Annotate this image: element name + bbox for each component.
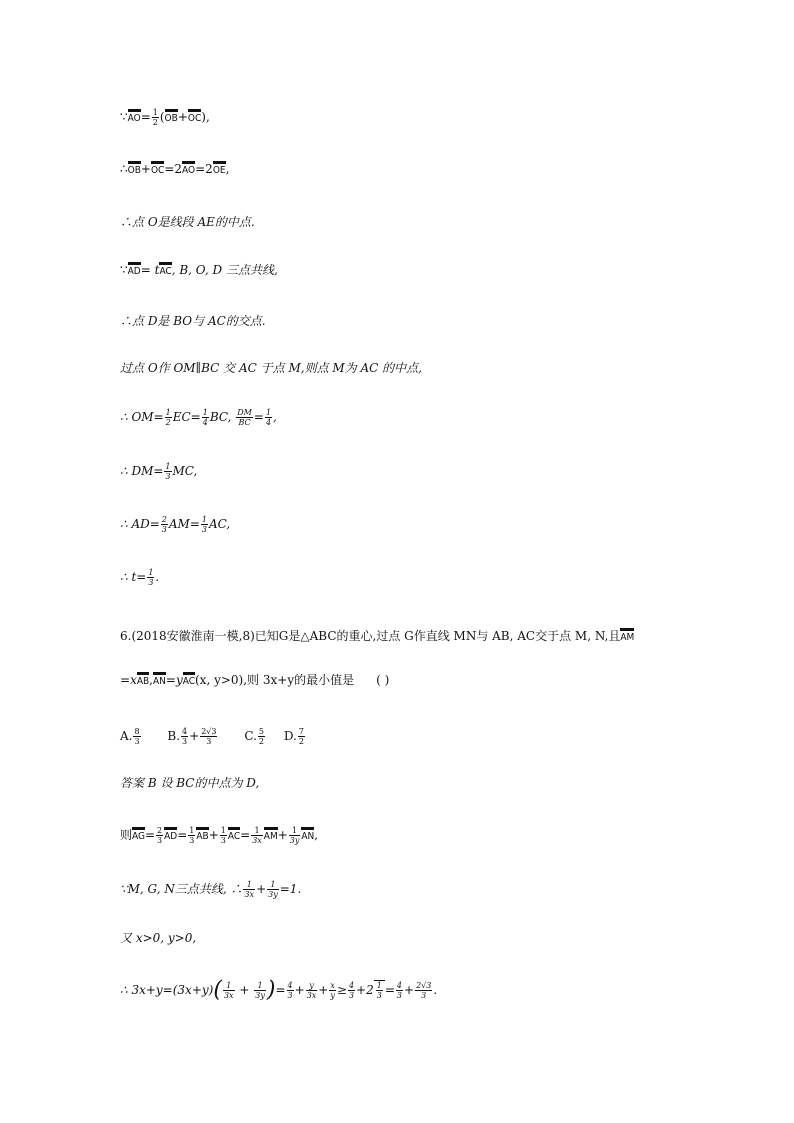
fraction — [376, 981, 383, 1000]
vector-am: AM — [620, 628, 634, 643]
den: 3 — [421, 991, 427, 1000]
fraction — [287, 981, 294, 1000]
period: . — [433, 983, 438, 997]
num: 1 — [220, 826, 226, 835]
var-x: x — [130, 673, 137, 687]
equals: = — [140, 110, 151, 124]
num: 1 — [202, 408, 208, 417]
num: 1 — [165, 462, 171, 471]
den: 2 — [298, 737, 304, 746]
plus: + — [294, 983, 305, 997]
answer-blank: ( ) — [376, 673, 390, 687]
num: 2√3 — [201, 727, 217, 736]
because-symbol: ∵ — [120, 110, 128, 124]
text: +2 — [356, 983, 374, 997]
equals: = — [195, 162, 206, 176]
vector-ob: OB — [165, 109, 178, 124]
equation-line-18 — [120, 977, 438, 1003]
den: BC — [238, 418, 251, 427]
fraction — [161, 515, 168, 534]
den: 3x — [223, 991, 234, 1000]
fraction — [223, 981, 235, 1000]
text: (x, y>0),则 3x+y的最小值是 — [195, 673, 355, 687]
equals: = — [275, 983, 286, 997]
text: EC= — [172, 410, 201, 424]
question-6-line-1 — [120, 628, 634, 644]
num: y — [306, 981, 318, 991]
therefore-symbol: ∴ — [120, 162, 128, 176]
den: 3 — [396, 991, 402, 1000]
den: 3 — [165, 472, 171, 481]
text-line-5: ∴点 D是 BO与 AC的交点. — [120, 314, 266, 328]
text: AC, — [209, 517, 231, 531]
answer-options — [120, 727, 306, 746]
equals: = — [384, 983, 395, 997]
num: 4 — [287, 981, 293, 990]
option-a-label: A. — [120, 729, 133, 743]
fraction — [220, 826, 227, 845]
num: DM — [237, 408, 252, 417]
equals: = — [240, 828, 251, 842]
option-c-label: C. — [244, 729, 257, 743]
den: 3x — [306, 991, 317, 1000]
den: 3 — [201, 525, 207, 534]
fraction — [147, 568, 154, 587]
fraction — [164, 462, 171, 481]
den: 3 — [287, 991, 293, 1000]
equation-line-10 — [120, 568, 159, 587]
text-line-17: 又 x>0, y>0, — [120, 931, 197, 945]
text: MC, — [172, 464, 198, 478]
text: ∵M, G, N三点共线, ∴ — [120, 882, 243, 896]
den: 4 — [202, 418, 208, 427]
equation-line-2 — [120, 161, 229, 177]
comma: , — [225, 162, 230, 176]
num: 4 — [348, 981, 355, 990]
big-paren: ( — [213, 977, 222, 1003]
num: 1 — [254, 981, 266, 991]
option-c-value — [258, 727, 265, 746]
plus: + — [256, 882, 267, 896]
vector-oc: OC — [151, 161, 164, 176]
den: 3 — [189, 836, 195, 845]
vector-ac: AC — [228, 827, 240, 842]
num: 1 — [148, 568, 154, 577]
paren: ( — [159, 110, 165, 124]
num: x — [330, 981, 335, 990]
paren: ) — [201, 110, 206, 124]
den: 3 — [148, 578, 154, 587]
den: 2 — [152, 118, 158, 127]
fraction — [165, 408, 172, 427]
den: 3y — [255, 991, 265, 1000]
num: 1 — [289, 826, 301, 836]
plus: + — [208, 828, 219, 842]
fraction — [265, 408, 272, 427]
num: 8 — [134, 727, 140, 736]
text: ∴ AD= — [120, 517, 160, 531]
den: 3x — [252, 836, 262, 845]
vector-ob: OB — [128, 161, 141, 176]
den: 3 — [206, 737, 212, 746]
fraction — [188, 826, 195, 845]
text: = — [120, 673, 131, 687]
ge-symbol: ≥ — [336, 983, 347, 997]
text: 则 — [120, 828, 133, 842]
num: 1 — [152, 108, 158, 117]
num: 1 — [267, 880, 279, 890]
text: ∴ DM= — [120, 464, 164, 478]
equation-line-16 — [120, 880, 301, 899]
den: 3 — [157, 836, 163, 845]
num: 1 — [223, 981, 235, 991]
fraction — [254, 981, 266, 1000]
text: AM= — [168, 517, 200, 531]
num: 1 — [189, 826, 195, 835]
text-line-3: ∴点 O是线段 AE的中点. — [120, 215, 255, 229]
comma: , — [205, 110, 210, 124]
option-d-value — [298, 727, 305, 746]
coef: 2 — [205, 162, 213, 176]
den: 3y — [268, 890, 278, 899]
num: 1 — [243, 880, 255, 890]
num: 1 — [251, 826, 263, 836]
den: 2 — [165, 418, 171, 427]
num: 2√3 — [416, 981, 432, 990]
plus: + — [277, 828, 288, 842]
equals: = — [253, 410, 264, 424]
fraction — [348, 981, 355, 1000]
num: 4 — [396, 981, 402, 990]
equals: = — [164, 162, 175, 176]
fraction — [267, 880, 279, 899]
text: = — [165, 673, 176, 687]
plus: + — [404, 983, 415, 997]
option-b-label: B. — [167, 729, 181, 743]
fraction — [202, 408, 209, 427]
text: ∴ OM= — [120, 410, 164, 424]
vector-ac: AC — [159, 262, 171, 277]
equals: = — [177, 828, 188, 842]
vector-am: AM — [264, 827, 278, 842]
den: 3 — [182, 737, 188, 746]
plus: + — [189, 729, 200, 743]
num: 1 — [165, 408, 171, 417]
den: y — [330, 991, 335, 1000]
text: ∴ t= — [120, 570, 147, 584]
vector-ab: AB — [137, 672, 149, 687]
equation-line-4 — [120, 262, 278, 278]
num: 7 — [298, 727, 304, 736]
fraction — [415, 981, 432, 1000]
num: 2 — [157, 826, 163, 835]
option-a-value — [133, 727, 140, 746]
text: , — [149, 673, 153, 687]
text-line-6: 过点 O作 OM∥BC 交 AC 于点 M,则点 M为 AC 的中点, — [120, 361, 422, 375]
fraction — [289, 826, 301, 845]
num: 1 — [376, 981, 382, 990]
equation-line-1 — [120, 108, 210, 127]
var-y: y — [175, 673, 183, 687]
equals: = — [144, 828, 156, 842]
num: 5 — [258, 727, 264, 736]
coef: 2 — [174, 162, 183, 176]
num: 4 — [182, 727, 188, 736]
den: 3y — [289, 836, 300, 845]
option-d-label: D. — [283, 729, 297, 743]
equation-line-15 — [120, 826, 318, 845]
den: 3 — [376, 991, 382, 1000]
vector-an: AN — [301, 827, 314, 842]
comma: , — [314, 828, 319, 842]
den: 3 — [161, 525, 167, 534]
fraction-dm-dc — [236, 408, 253, 427]
because-symbol: ∵ — [120, 263, 128, 277]
vector-oc: OC — [188, 109, 201, 124]
den: 4 — [265, 418, 272, 427]
equals: = — [140, 263, 151, 277]
fraction — [306, 981, 318, 1000]
question-text: 6.(2018安徽淮南一模,8)已知G是△ABC的重心,过点 G作直线 MN与 AB, AC交于点 M, N,且 — [120, 629, 621, 643]
vector-ad: AD — [128, 262, 141, 277]
num: 2 — [161, 515, 167, 524]
vector-ao: AO — [128, 109, 141, 124]
plus: + — [177, 110, 188, 124]
equation-line-7 — [120, 408, 277, 427]
fraction — [201, 515, 208, 534]
comma: , — [273, 410, 277, 424]
den: 2 — [258, 737, 264, 746]
equation-line-9 — [120, 515, 230, 534]
plus: + — [239, 983, 250, 997]
den: 3 — [348, 991, 355, 1000]
fraction — [243, 880, 255, 899]
num: 1 — [201, 515, 207, 524]
vector-oe: OE — [213, 161, 226, 176]
text: =1. — [279, 882, 302, 896]
vector-ao: AO — [182, 161, 195, 176]
period: . — [155, 570, 160, 584]
text: , B, O, D 三点共线, — [171, 263, 278, 277]
den: 3x — [244, 890, 255, 899]
fraction — [251, 826, 263, 845]
fraction — [329, 981, 336, 1000]
text: BC, — [209, 410, 232, 424]
radical — [374, 980, 385, 1000]
num: 1 — [265, 408, 272, 417]
equation-line-8 — [120, 462, 197, 481]
fraction-half — [152, 108, 159, 127]
vector-ab: AB — [196, 827, 208, 842]
plus: + — [140, 162, 151, 176]
text: ∴ 3x+y=(3x+y) — [120, 983, 214, 997]
vector-an: AN — [153, 672, 166, 687]
vector-ac: AC — [183, 672, 195, 687]
fraction — [200, 727, 217, 746]
fraction — [396, 981, 403, 1000]
den: 3 — [134, 737, 140, 746]
plus: + — [318, 983, 329, 997]
vector-ag: AG — [132, 827, 145, 842]
vector-ad: AD — [164, 827, 177, 842]
question-6-line-2 — [120, 672, 389, 688]
fraction — [156, 826, 163, 845]
den: 3 — [220, 836, 226, 845]
fraction — [181, 727, 188, 746]
var-t: t — [154, 263, 160, 277]
answer-line: 答案 B 设 BC的中点为 D, — [120, 776, 260, 790]
big-paren: ) — [266, 977, 276, 1003]
